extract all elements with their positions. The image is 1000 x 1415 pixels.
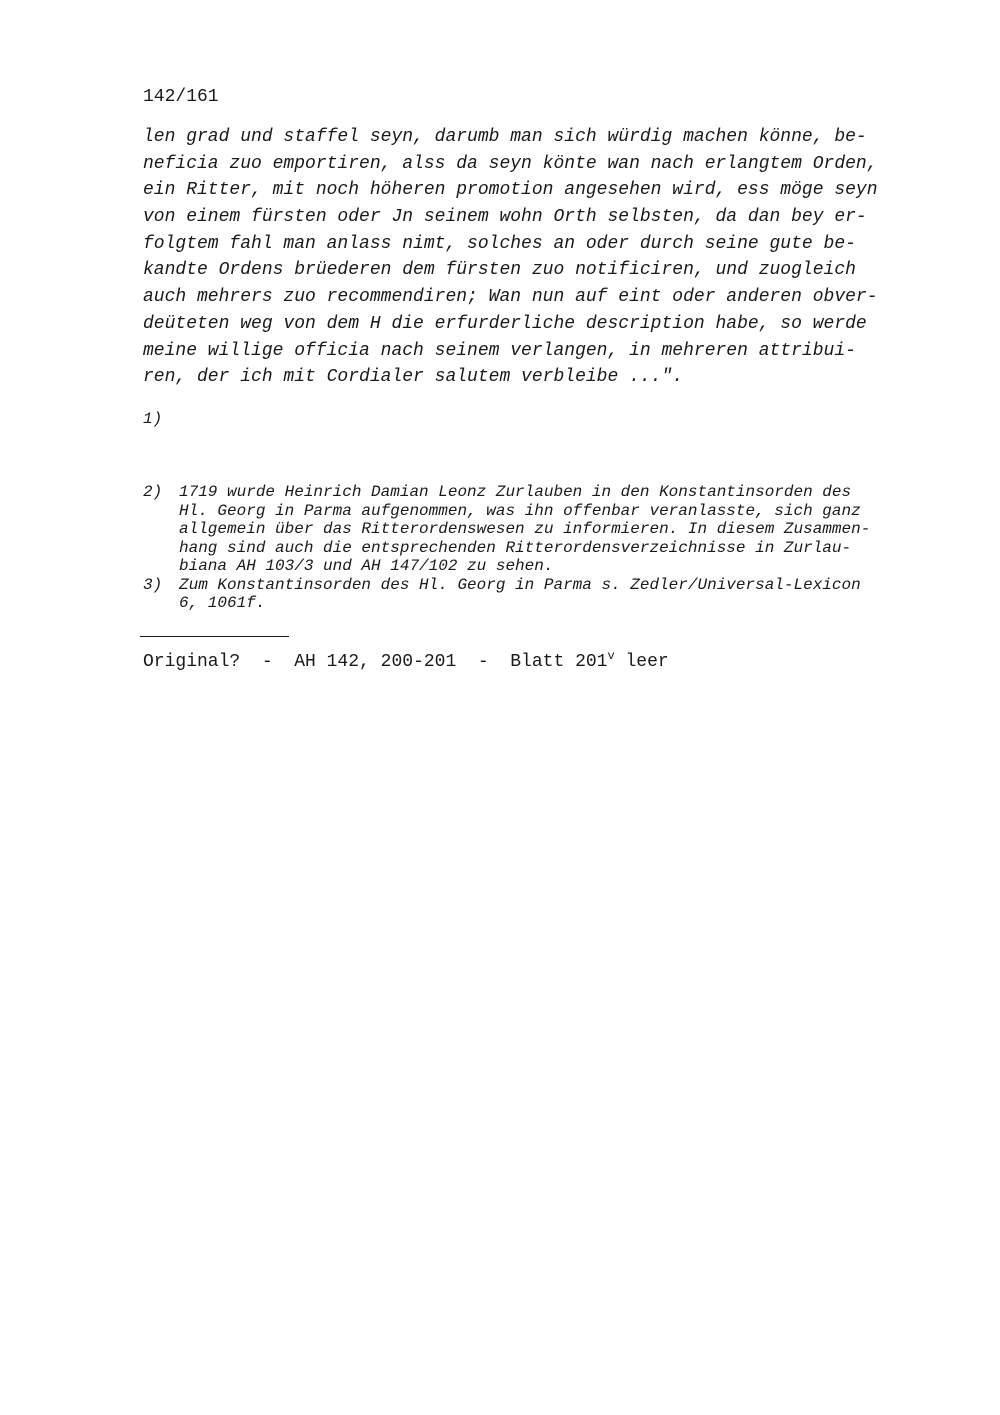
body-line: ren, der ich mit Cordialer salutem verbleibe ...". bbox=[143, 367, 684, 388]
footnote-line: Zum Konstantinsorden des Hl. Georg in Parma s. Zedler/Universal-Lexicon bbox=[179, 575, 861, 594]
source-text: Original? - AH 142, 200-201 - Blatt 201 bbox=[143, 652, 608, 672]
body-line: len grad und staffel seyn, darumb man sich würdig machen könne, be- bbox=[143, 127, 867, 147]
footnote-number: 3) bbox=[143, 575, 163, 594]
body-line: kandte Ordens brüederen dem fürsten zuo notificiren, und zuogleich bbox=[143, 260, 856, 281]
body-line: meine willige officia nach seinem verlangen, in mehreren attribui- bbox=[143, 340, 856, 361]
footnote-2 bbox=[143, 483, 933, 576]
footnote-line: allgemein über das Ritterordenswesen zu informieren. In diesem Zusammen- bbox=[179, 520, 871, 538]
body-line: auch mehrers zuo recommendiren; Wan nun auf eint oder anderen obver- bbox=[143, 287, 878, 308]
body-line: neficia zuo emportiren, alss da seyn könte wan nach erlangtem Orden, bbox=[143, 153, 878, 174]
footnote-number: 2) bbox=[143, 483, 163, 501]
footnote-3 bbox=[143, 576, 933, 613]
body-line: folgtem fahl man anlass nimt, solches an oder durch seine gute be- bbox=[143, 233, 856, 254]
footnote-text bbox=[179, 483, 933, 576]
source-line bbox=[143, 651, 669, 673]
source-suffix: leer bbox=[614, 652, 669, 672]
separator-rule bbox=[140, 636, 289, 637]
footnote-1-marker: 1) bbox=[143, 410, 163, 428]
footnote-line: 1719 wurde Heinrich Damian Leonz Zurlauben in den Konstantinsorden des bbox=[179, 483, 852, 501]
body-line: ein Ritter, mit noch höheren promotion angesehen wird, ess möge seyn bbox=[143, 180, 878, 201]
footnote-line: hang sind auch die entsprechenden Ritterordensverzeichnisse in Zurlau- bbox=[179, 538, 852, 557]
body-text bbox=[143, 124, 923, 391]
source-superscript: v bbox=[607, 649, 615, 663]
footnotes bbox=[143, 483, 933, 613]
footnote-line: biana AH 103/3 und AH 147/102 zu sehen. bbox=[179, 557, 554, 575]
footnote-text bbox=[179, 576, 933, 613]
body-line: von einem fürsten oder Jn seinem wohn Orth selbsten, da dan bey er- bbox=[143, 207, 867, 228]
footnote-line: 6, 1061f. bbox=[179, 594, 266, 612]
body-line: deüteten weg von dem H die erfurderliche description habe, so werde bbox=[143, 313, 867, 334]
page-number: 142/161 bbox=[143, 87, 219, 107]
footnote-line: Hl. Georg in Parma aufgenommen, was ihn offenbar veranlasste, sich ganz bbox=[179, 501, 861, 520]
